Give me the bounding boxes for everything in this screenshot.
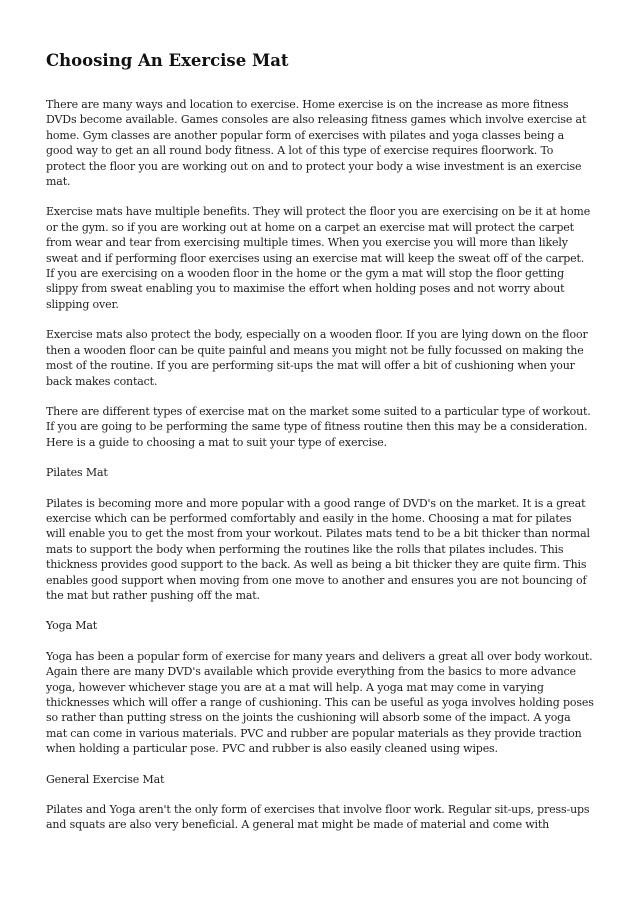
benefits-paragraph: Exercise mats have multiple benefits. They will protect the floor you are exercising on be it at home or the gym. so if you are working out at home on a carpet an exercise mat will protect the carpet from wear and tear from exercising multiple times. When you exercise you will more than likely sweat and if performing floor exercises using an exercise mat will keep the sweat off of the carpet. If you are exercising on a wooden floor in the home or the gym a mat will stop the floor getting slippy from sweat enabling you to maximise the effort when holding poses and not worry about slipping over. (46, 205, 591, 311)
intro-paragraph: There are many ways and location to exercise. Home exercise is on the increase as more fitness DVDs become available. Games consoles are also releasing fitness games which involve exercise at home. Gym classes are another popular form of exercises with pilates and yoga classes being a good way to get an all round body fitness. A lot of this type of exercise requires floorwork. To protect the floor you are working out on and to protect your body a wise investment is an exercise mat. (46, 98, 587, 189)
general-heading: General Exercise Mat (46, 772, 165, 786)
pilates-paragraph: Pilates is becoming more and more popular with a good range of DVD's on the market. It is a great exercise which can be performed comfortably and easily in the home. Choosing a mat for pilates will enable you to get the most from your workout. Pilates mats tend to be a bit thicker than normal mats to support the body when performing the routines like the rolls that pilates includes. This thickness provides good support to the back. As well as being a bit thicker they are quite firm. This enables good support when moving from one move to another and ensures you are not bouncing of the mat but rather pushing off the mat. (46, 496, 590, 602)
document-page (46, 50, 594, 848)
yoga-heading: Yoga Mat (46, 619, 98, 633)
document-title: Choosing An Exercise Mat (46, 51, 289, 70)
yoga-paragraph: Yoga has been a popular form of exercise for many years and delivers a great all over body workout. Again there are many DVD's available which provide everything from the basics to more advance yoga, however whichever stage you are at a mat will help. A yoga mat may come in varying thicknesses which will offer a range of cushioning. This can be useful as yoga involves holding poses so rather than putting stress on the joints the cushioning will absorb some of the impact. A yoga mat can come in various materials. PVC and rubber are popular materials as they provide traction when holding a particular pose. PVC and rubber is also easily cleaned using wipes. (46, 649, 594, 756)
general-paragraph: Pilates and Yoga aren't the only form of exercises that involve floor work. Regular sit-ups, press-ups and squats are also very beneficial. A general mat might be made of material and come with (46, 803, 590, 832)
body-protection-paragraph: Exercise mats also protect the body, especially on a wooden floor. If you are lying down on the floor then a wooden floor can be quite painful and means you might not be fully focussed on making the most of the routine. If you are performing sit-ups the mat will offer a bit of cushioning when your back makes contact. (46, 328, 588, 388)
types-paragraph: There are different types of exercise mat on the market some suited to a particular type of workout. If you are going to be performing the same type of fitness routine then this may be a consideration. Here is a guide to choosing a mat to suit your type of exercise. (46, 404, 591, 449)
pilates-heading: Pilates Mat (46, 466, 108, 480)
